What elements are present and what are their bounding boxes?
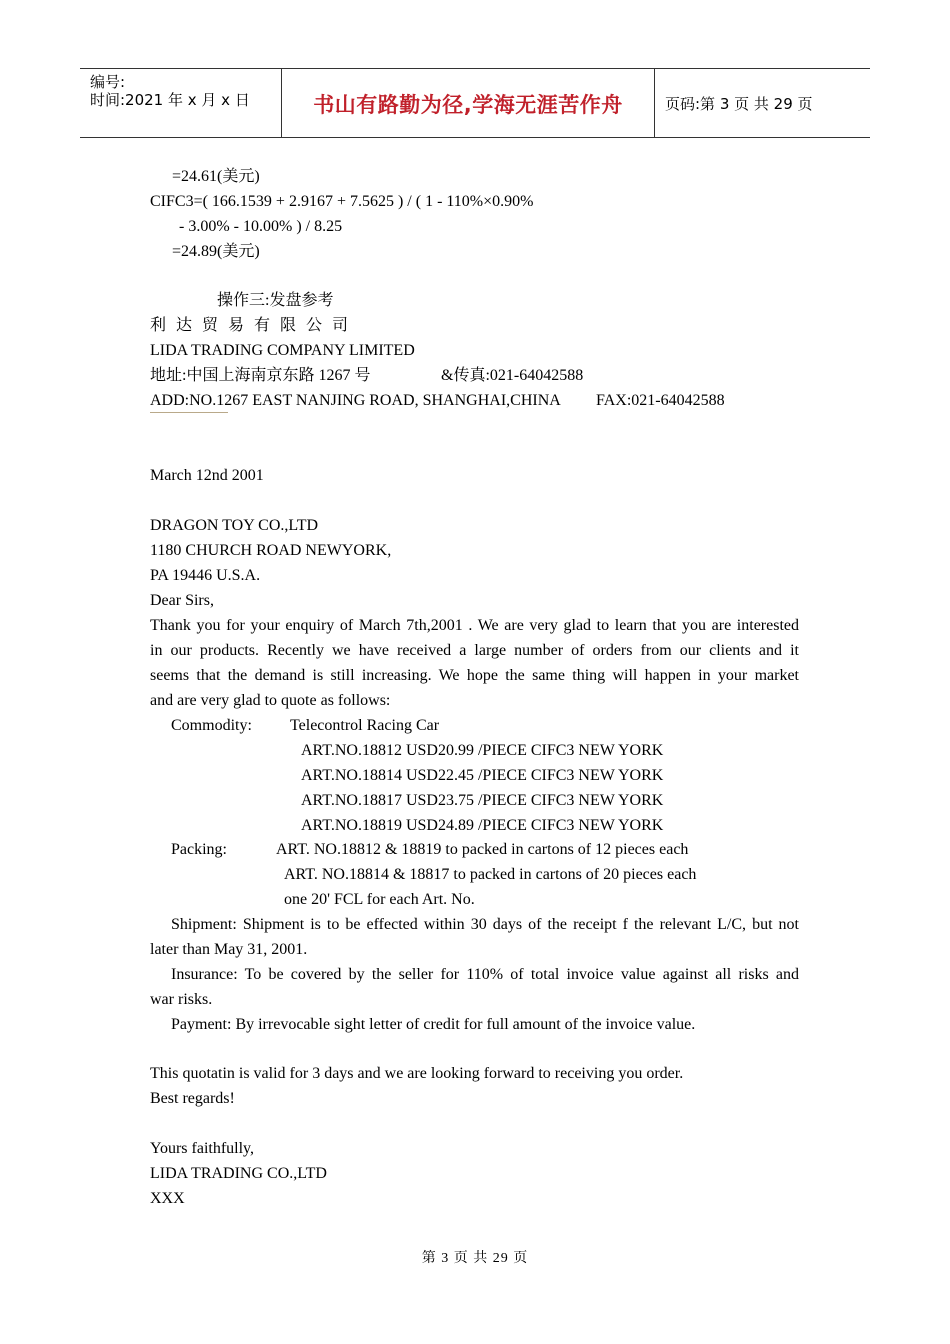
packing-line: ART. NO.18814 & 18817 to packed in cartons of 20 pieces each bbox=[284, 866, 697, 883]
salutation: Dear Sirs, bbox=[150, 592, 214, 609]
company-fax-cn: &传真:021-64042588 bbox=[441, 367, 584, 384]
header-page-cell bbox=[655, 69, 870, 137]
commodity-name: Telecontrol Racing Car bbox=[290, 717, 440, 734]
insurance-line: Insurance: To be covered by the seller for 110% of total invoice value against all risks and bbox=[171, 966, 799, 983]
closing-line: Yours faithfully, bbox=[150, 1140, 255, 1157]
company-name-cn: 利达贸易有限公司 bbox=[150, 317, 359, 334]
price-line: ART.NO.18814 USD22.45 /PIECE CIFC3 NEW YORK bbox=[301, 767, 664, 784]
validity-line: This quotatin is valid for 3 days and we are looking forward to receiving you order. bbox=[150, 1065, 684, 1082]
price-line: ART.NO.18817 USD23.75 /PIECE CIFC3 NEW YORK bbox=[301, 792, 664, 809]
recipient-line: PA 19446 U.S.A. bbox=[150, 567, 261, 584]
operation-title: 操作三:发盘参考 bbox=[217, 292, 334, 309]
header-page-number: 页码:第 3 页 共 29 页 bbox=[665, 95, 813, 113]
intro-paragraph-line: and are very glad to quote as follows: bbox=[150, 692, 391, 709]
company-name-en: LIDA TRADING COMPANY LIMITED bbox=[150, 342, 415, 359]
company-address-en: ADD:NO.1267 EAST NANJING ROAD, SHANGHAI,CHINA bbox=[150, 392, 561, 409]
company-address-cn: 地址:中国上海南京东路 1267 号 bbox=[150, 367, 371, 384]
shipment-line: Shipment: Shipment is to be effected within 30 days of the receipt f the relevant L/C, but not bbox=[171, 916, 799, 933]
regards-line: Best regards! bbox=[150, 1090, 235, 1107]
intro-paragraph-line: seems that the demand is still increasing. We hope the same thing will happen in your market bbox=[150, 667, 799, 684]
calc-formula-cont: - 3.00% - 10.00% ) / 8.25 bbox=[179, 218, 343, 235]
price-line: ART.NO.18812 USD20.99 /PIECE CIFC3 NEW YORK bbox=[301, 742, 664, 759]
packing-line: ART. NO.18812 & 18819 to packed in cartons of 12 pieces each bbox=[276, 841, 689, 858]
header-meta-cell bbox=[80, 69, 282, 137]
letter-date: March 12nd 2001 bbox=[150, 467, 264, 484]
company-fax-en: FAX:021-64042588 bbox=[596, 392, 725, 409]
header-slogan: 书山有路勤为径,学海无涯苦作舟 bbox=[313, 93, 623, 117]
calc-result-1: =24.61(美元) bbox=[172, 168, 260, 185]
signer-company: LIDA TRADING CO.,LTD bbox=[150, 1165, 327, 1182]
header-slogan-cell bbox=[282, 69, 655, 137]
payment-line: Payment: By irrevocable sight letter of credit for full amount of the invoice value. bbox=[171, 1016, 696, 1033]
recipient-line: DRAGON TOY CO.,LTD bbox=[150, 517, 319, 534]
recipient-line: 1180 CHURCH ROAD NEWYORK, bbox=[150, 542, 392, 559]
page-footer: 第 3 页 共 29 页 bbox=[421, 1251, 529, 1266]
insurance-line: war risks. bbox=[150, 991, 213, 1008]
time-label: 时间:2021 年 x 月 x 日 bbox=[90, 91, 250, 109]
calc-formula: CIFC3=( 166.1539 + 2.9167 + 7.5625 ) / ( 1 - 110%×0.90% bbox=[150, 193, 534, 210]
intro-paragraph-line: Thank you for your enquiry of March 7th,2001 . We are very glad to learn that you are interested bbox=[150, 617, 799, 634]
serial-number-label: 编号: bbox=[90, 73, 126, 91]
intro-paragraph-line: in our products. Recently we have received a large number of orders from our clients and it bbox=[150, 642, 799, 659]
calc-result-2: =24.89(美元) bbox=[172, 243, 260, 260]
signer-name: XXX bbox=[150, 1190, 185, 1207]
packing-label: Packing: bbox=[171, 841, 227, 858]
price-line: ART.NO.18819 USD24.89 /PIECE CIFC3 NEW YORK bbox=[301, 817, 664, 834]
commodity-label: Commodity: bbox=[171, 717, 252, 734]
shipment-line: later than May 31, 2001. bbox=[150, 941, 308, 958]
letterhead-rule bbox=[150, 412, 228, 413]
page-header-table bbox=[80, 68, 870, 138]
packing-line: one 20' FCL for each Art. No. bbox=[284, 891, 475, 908]
